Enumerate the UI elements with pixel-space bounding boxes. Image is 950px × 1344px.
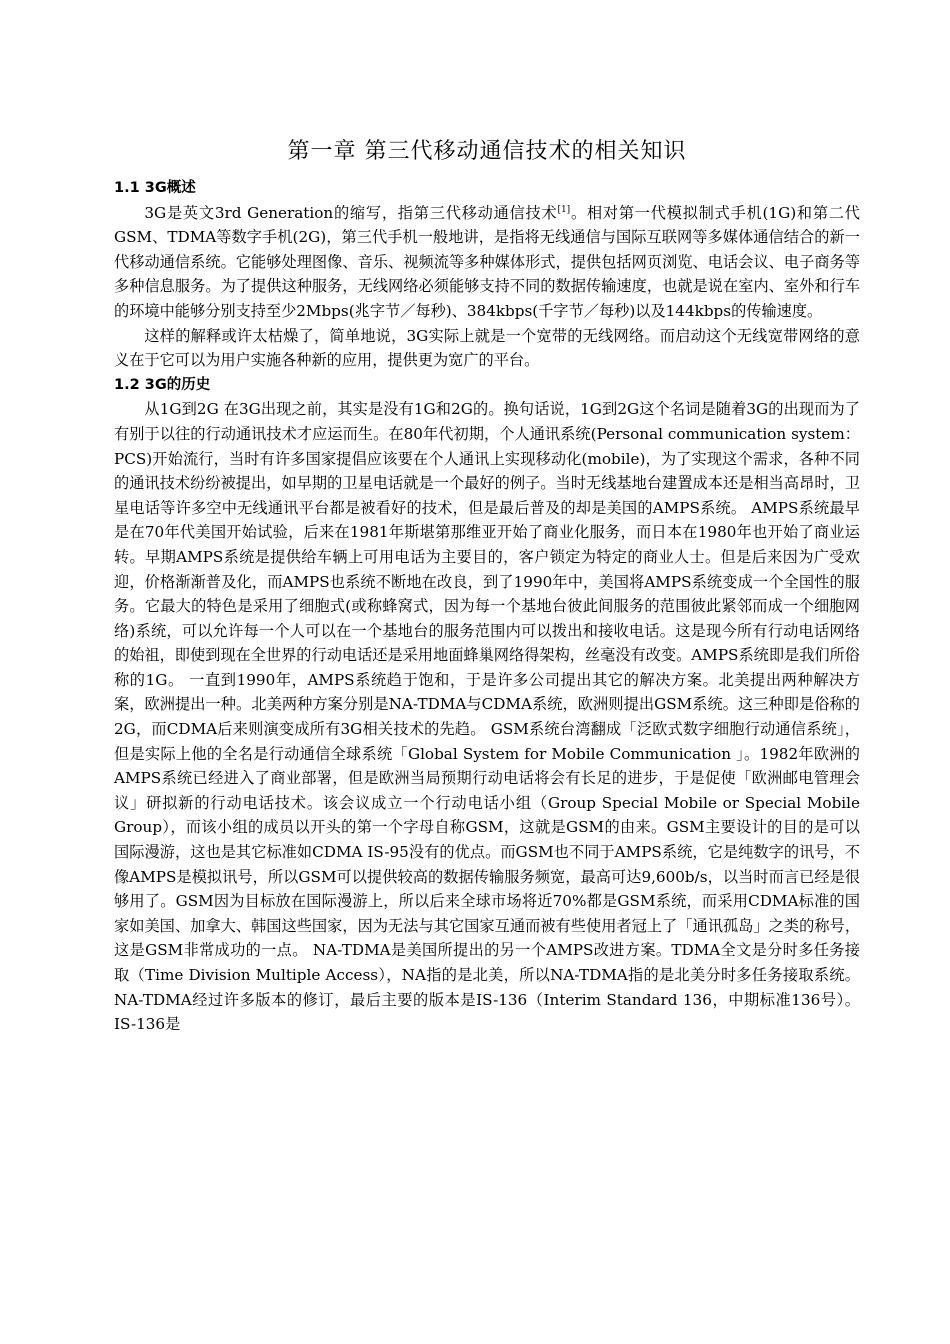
paragraph-overview-1 xyxy=(114,201,860,324)
paragraph-history-1: 从1G到2G 在3G出现之前，其实是没有1G和2G的。换句话说，1G到2G这个名词是随着3G的出现而为了有别于以往的行动通讯技术才应运而生。在80年代初期，个人通讯系统(Personal communication system：PCS)开始流行，当时有许多国家提倡应该要在个人通讯上实现移动化(mobile)，为了实现这个需求，各种不同的通讯技术纷纷被提出，如早期的卫星电话就是一个最好的例子。当时无线基地台建置成本还是相当高昂时，卫星电话等许多空中无线通讯平台都是被看好的技术，但是最后普及的却是美国的AMPS系统。 AMPS系统最早是在70年代美国开始试验，后来在1981年斯堪第那维亚开始了商业化服务，而日本在1980年也开始了商业运转。早期AMPS系统是提供给车辆上可用电话为主要目的，客户锁定为特定的商业人士。但是后来因为广受欢迎，价格渐渐普及化，而AMPS也系统不断地在改良，到了1990年中，美国将AMPS系统变成一个全国性的服务。它最大的特色是采用了细胞式(或称蜂窝式，因为每一个基地台彼此间服务的范围彼此紧邻而成一个细胞网络)系统，可以允许每一个人可以在一个基地台的服务范围内可以拨出和接收电话。这是现今所有行动电话网络的始祖，即使到现在全世界的行动电话还是采用地面蜂巢网络得架构，丝毫没有改变。AMPS系统即是我们所俗称的1G。 一直到1990年，AMPS系统趋于饱和，于是许多公司提出其它的解决方案。北美提出两种解决方案，欧洲提出一种。北美两种方案分别是NA-TDMA与CDMA系统，欧洲则提出GSM系统。这三种即是俗称的2G，而CDMA后来则演变成所有3G相关技术的先趋。 GSM系统台湾翻成「泛欧式数字细胞行动通信系统」，但是实际上他的全名是行动通信全球系统「Global System for Mobile Communication 」。1982年欧洲的AMPS系统已经进入了商业部署，但是欧洲当局预期行动电话将会有长足的进步，于是促使「欧洲邮电管理会议」研拟新的行动电话技术。该会议成立一个行动电话小组（Group Special Mobile or Special Mobile Group），而该小组的成员以开头的第一个字母自称GSM，这就是GSM的由来。GSM主要设计的目的是可以国际漫游，这也是其它标准如CDMA IS-95没有的优点。而GSM也不同于AMPS系统，它是纯数字的讯号，不像AMPS是模拟讯号，所以GSM可以提供较高的数据传输服务频宽，最高可达9,600b/s，以当时而言已经是很够用了。GSM因为目标放在国际漫游上，所以后来全球市场将近70%都是GSM系统，而采用CDMA标准的国家如美国、加拿大、韩国这些国家，因为无法与其它国家互通而被有些使用者冠上了「通讯孤岛」之类的称号，这是GSM非常成功的一点。 NA-TDMA是美国所提出的另一个AMPS改进方案。TDMA全文是分时多任务接取（Time Division Multiple Access），NA指的是北美，所以NA-TDMA指的是北美分时多任务接取系统。NA-TDMA经过许多版本的修订，最后主要的版本是IS-136（Interim Standard 136，中期标准136号）。IS-136是 xyxy=(114,400,860,1034)
document-body xyxy=(114,176,860,1037)
section-heading-history: 1.2 3G的历史 xyxy=(114,376,211,393)
citation-ref: [1] xyxy=(557,204,571,215)
paragraph-text: 。相对第一代模拟制式手机(1G)和第二代GSM、TDMA等数字手机(2G)，第三代手机一般地讲，是指将无线通信与国际互联网等多媒体通信结合的新一代移动通信系统。它能够处理图像、音乐、视频流等多种媒体形式，提供包括网页浏览、电话会议、电子商务等多种信息服务。为了提供这种服务，无线网络必须能够支持不同的数据传输速度，也就是说在室内、室外和行车的环境中能够分别支持至少2Mbps(兆字节／每秒)、384kbps(千字节／每秒)以及144kbps的传输速度。 xyxy=(114,203,860,320)
paragraph-text: 3G是英文3rd Generation的缩写，指第三代移动通信技术 xyxy=(144,203,558,222)
chapter-title: 第一章 第三代移动通信技术的相关知识 xyxy=(287,139,687,164)
section-heading-overview: 1.1 3G概述 xyxy=(114,180,196,196)
paragraph-overview-2: 这样的解释或许太枯燥了，简单地说，3G实际上就是一个宽带的无线网络。而启动这个无线宽带网络的意义在于它可以为用户实施各种新的应用，提供更为宽广的平台。 xyxy=(114,326,860,370)
